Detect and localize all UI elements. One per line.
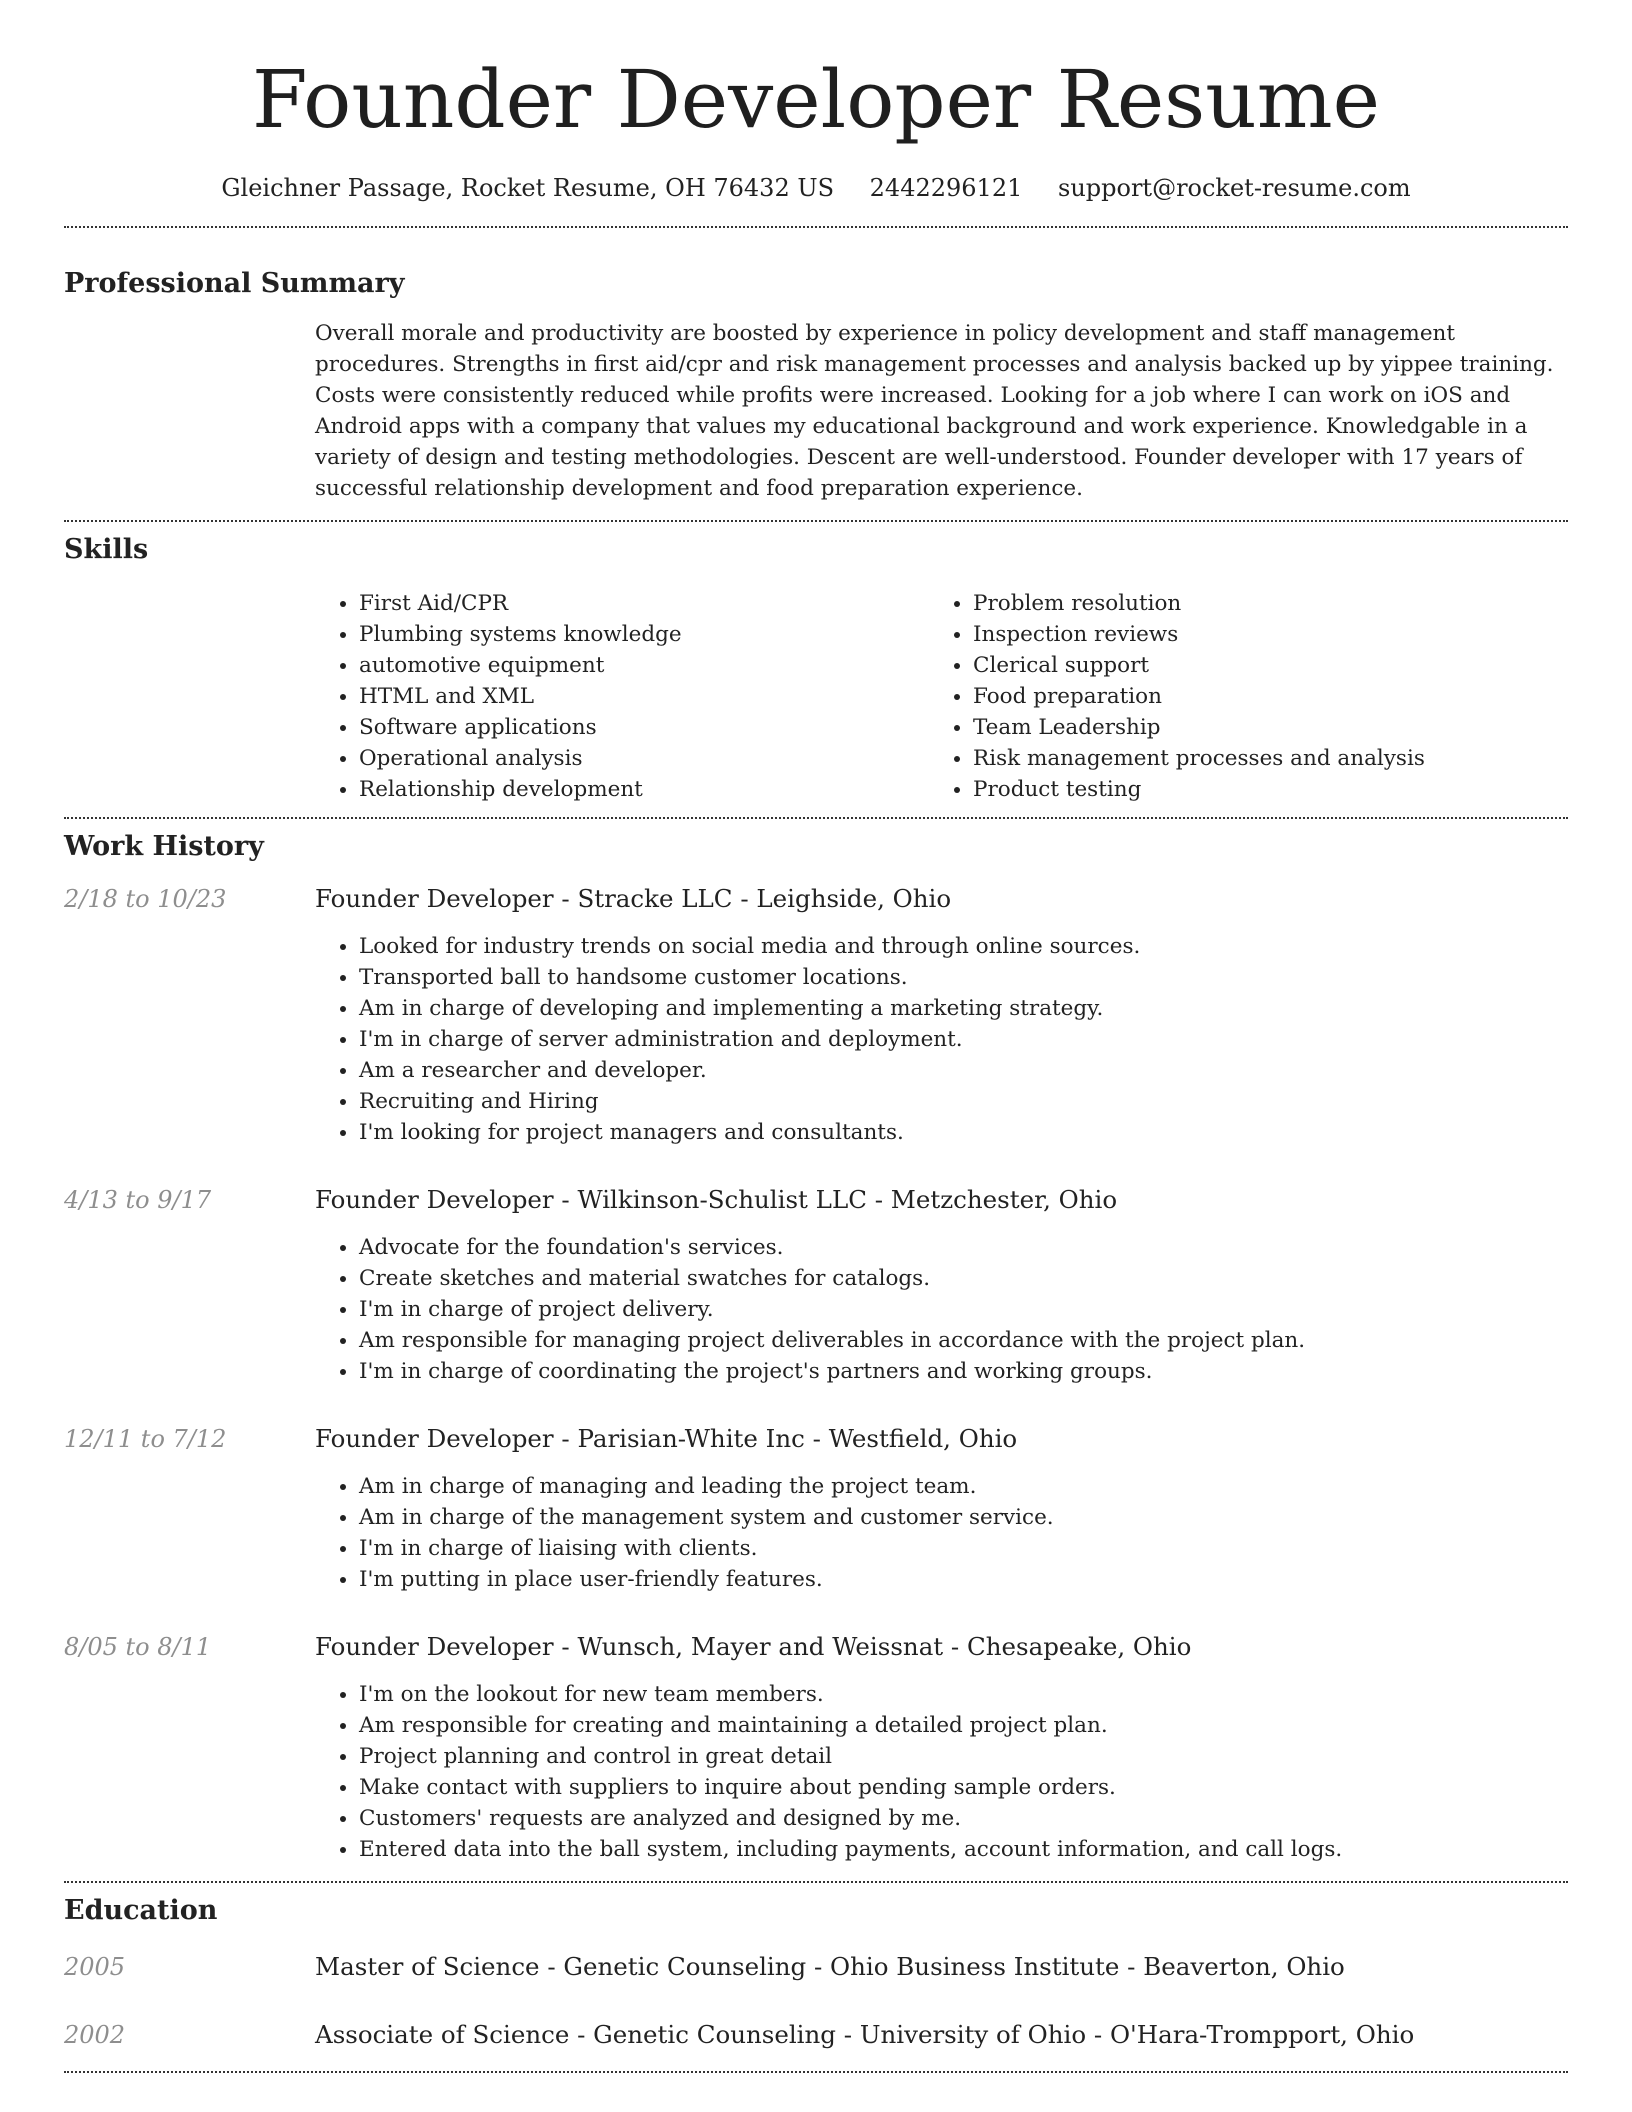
skills-list-left [315, 588, 929, 805]
job-bullet: • Am responsible for managing project deliverables in accordance with the project plan. [359, 1325, 1305, 1356]
job-bullets [315, 1471, 1054, 1595]
job-dates: 4/13 to 9/17 [64, 1186, 212, 1214]
job-details [315, 883, 1140, 1148]
job-bullets [315, 1232, 1305, 1387]
summary-block [315, 318, 1568, 504]
contact-address: Gleichner Passage, Rocket Resume, OH 76432 US [221, 174, 835, 202]
divider [64, 817, 1568, 819]
job-entry [64, 1184, 1568, 1387]
contact-phone: 2442296121 [869, 174, 1023, 202]
job-bullet: • Create sketches and material swatches for catalogs. [359, 1263, 1305, 1294]
section-title-summary: Professional Summary [64, 268, 405, 299]
skill-item: • Problem resolution [973, 588, 1543, 619]
section-title-education: Education [64, 1895, 218, 1926]
job-title: Founder Developer - Stracke LLC - Leighside, Ohio [315, 884, 952, 913]
job-bullet: • I'm in charge of server administration and deployment. [359, 1024, 1140, 1055]
job-bullet: • I'm in charge of project delivery. [359, 1294, 1305, 1325]
skill-item: • Risk management processes and analysis [973, 743, 1543, 774]
job-bullet: • Am responsible for creating and maintaining a detailed project plan. [359, 1710, 1342, 1741]
job-dates: 2/18 to 10/23 [64, 885, 227, 913]
job-bullet: • Am in charge of managing and leading the project team. [359, 1471, 1054, 1502]
skills-list-right [929, 588, 1543, 805]
skill-item: • Inspection reviews [973, 619, 1543, 650]
skill-item: • Food preparation [973, 681, 1543, 712]
skill-item: • Software applications [359, 712, 929, 743]
job-bullet: • Project planning and control in great detail [359, 1741, 1342, 1772]
job-bullet: • I'm in charge of coordinating the project's partners and working groups. [359, 1356, 1305, 1387]
skill-item: • HTML and XML [359, 681, 929, 712]
divider [64, 1881, 1568, 1883]
job-bullet: • I'm looking for project managers and consultants. [359, 1117, 1140, 1148]
divider [64, 2071, 1568, 2073]
job-details [315, 1423, 1054, 1595]
skill-item: • automotive equipment [359, 650, 929, 681]
education-year: 2002 [64, 2021, 126, 2049]
job-bullets [315, 1679, 1342, 1865]
job-bullet: • Entered data into the ball system, including payments, account information, and call logs. [359, 1834, 1342, 1865]
skill-item: • Team Leadership [973, 712, 1543, 743]
summary-text: Overall morale and productivity are boosted by experience in policy development and staff management procedures. Strengths in first aid/cpr and risk management processes and analysis backed up by yippee training. Costs were consistently reduced while profits were increased. Looking for a job where I can work on iOS and Android apps with a company that values my educational background and work experience. Knowledgable in a variety of design and testing methodologies. Descent are well-understood. Founder developer with 17 years of successful relationship development and food preparation experience. [315, 321, 1554, 501]
contact-email: support@rocket-resume.com [1058, 174, 1411, 202]
education-year: 2005 [64, 1953, 126, 1981]
skill-item: • First Aid/CPR [359, 588, 929, 619]
job-bullet: • Advocate for the foundation's services. [359, 1232, 1305, 1263]
job-details [315, 1184, 1305, 1387]
education-degree: Master of Science - Genetic Counseling - Ohio Business Institute - Beaverton, Ohio [315, 1952, 1345, 1981]
job-entry [64, 1631, 1568, 1865]
job-bullet: • Transported ball to handsome customer locations. [359, 962, 1140, 993]
job-entry [64, 883, 1568, 1148]
job-entry [64, 1423, 1568, 1595]
education-degree: Associate of Science - Genetic Counseling - University of Ohio - O'Hara-Trompport, Ohio [315, 2020, 1415, 2049]
skill-item: • Product testing [973, 774, 1543, 805]
job-dates: 12/11 to 7/12 [64, 1425, 227, 1453]
skill-item: • Plumbing systems knowledge [359, 619, 929, 650]
divider [64, 226, 1568, 228]
skills-block [315, 588, 1568, 805]
job-bullets [315, 931, 1140, 1148]
job-title: Founder Developer - Wunsch, Mayer and Weissnat - Chesapeake, Ohio [315, 1632, 1192, 1661]
section-title-skills: Skills [64, 534, 149, 565]
job-bullet: • I'm in charge of liaising with clients. [359, 1533, 1054, 1564]
skill-item: • Relationship development [359, 774, 929, 805]
job-bullet: • Make contact with suppliers to inquire about pending sample orders. [359, 1772, 1342, 1803]
job-details [315, 1631, 1342, 1865]
divider [64, 520, 1568, 522]
job-dates: 8/05 to 8/11 [64, 1633, 212, 1661]
job-bullet: • Am a researcher and developer. [359, 1055, 1140, 1086]
job-title: Founder Developer - Wilkinson-Schulist LLC - Metzchester, Ohio [315, 1185, 1118, 1214]
job-bullet: • Am in charge of developing and implementing a marketing strategy. [359, 993, 1140, 1024]
contact-line [64, 172, 1568, 204]
resume-title: Founder Developer Resume [252, 53, 1380, 146]
job-bullet: • I'm putting in place user-friendly features. [359, 1564, 1054, 1595]
job-title: Founder Developer - Parisian-White Inc - Westfield, Ohio [315, 1424, 1018, 1453]
job-bullet: • I'm on the lookout for new team members. [359, 1679, 1342, 1710]
education-entry [64, 1951, 1568, 1983]
job-bullet: • Customers' requests are analyzed and designed by me. [359, 1803, 1342, 1834]
job-bullet: • Looked for industry trends on social media and through online sources. [359, 931, 1140, 962]
education-entry [64, 2019, 1568, 2051]
section-title-work: Work History [64, 831, 264, 862]
job-bullet: • Am in charge of the management system and customer service. [359, 1502, 1054, 1533]
skill-item: • Operational analysis [359, 743, 929, 774]
skill-item: • Clerical support [973, 650, 1543, 681]
job-bullet: • Recruiting and Hiring [359, 1086, 1140, 1117]
